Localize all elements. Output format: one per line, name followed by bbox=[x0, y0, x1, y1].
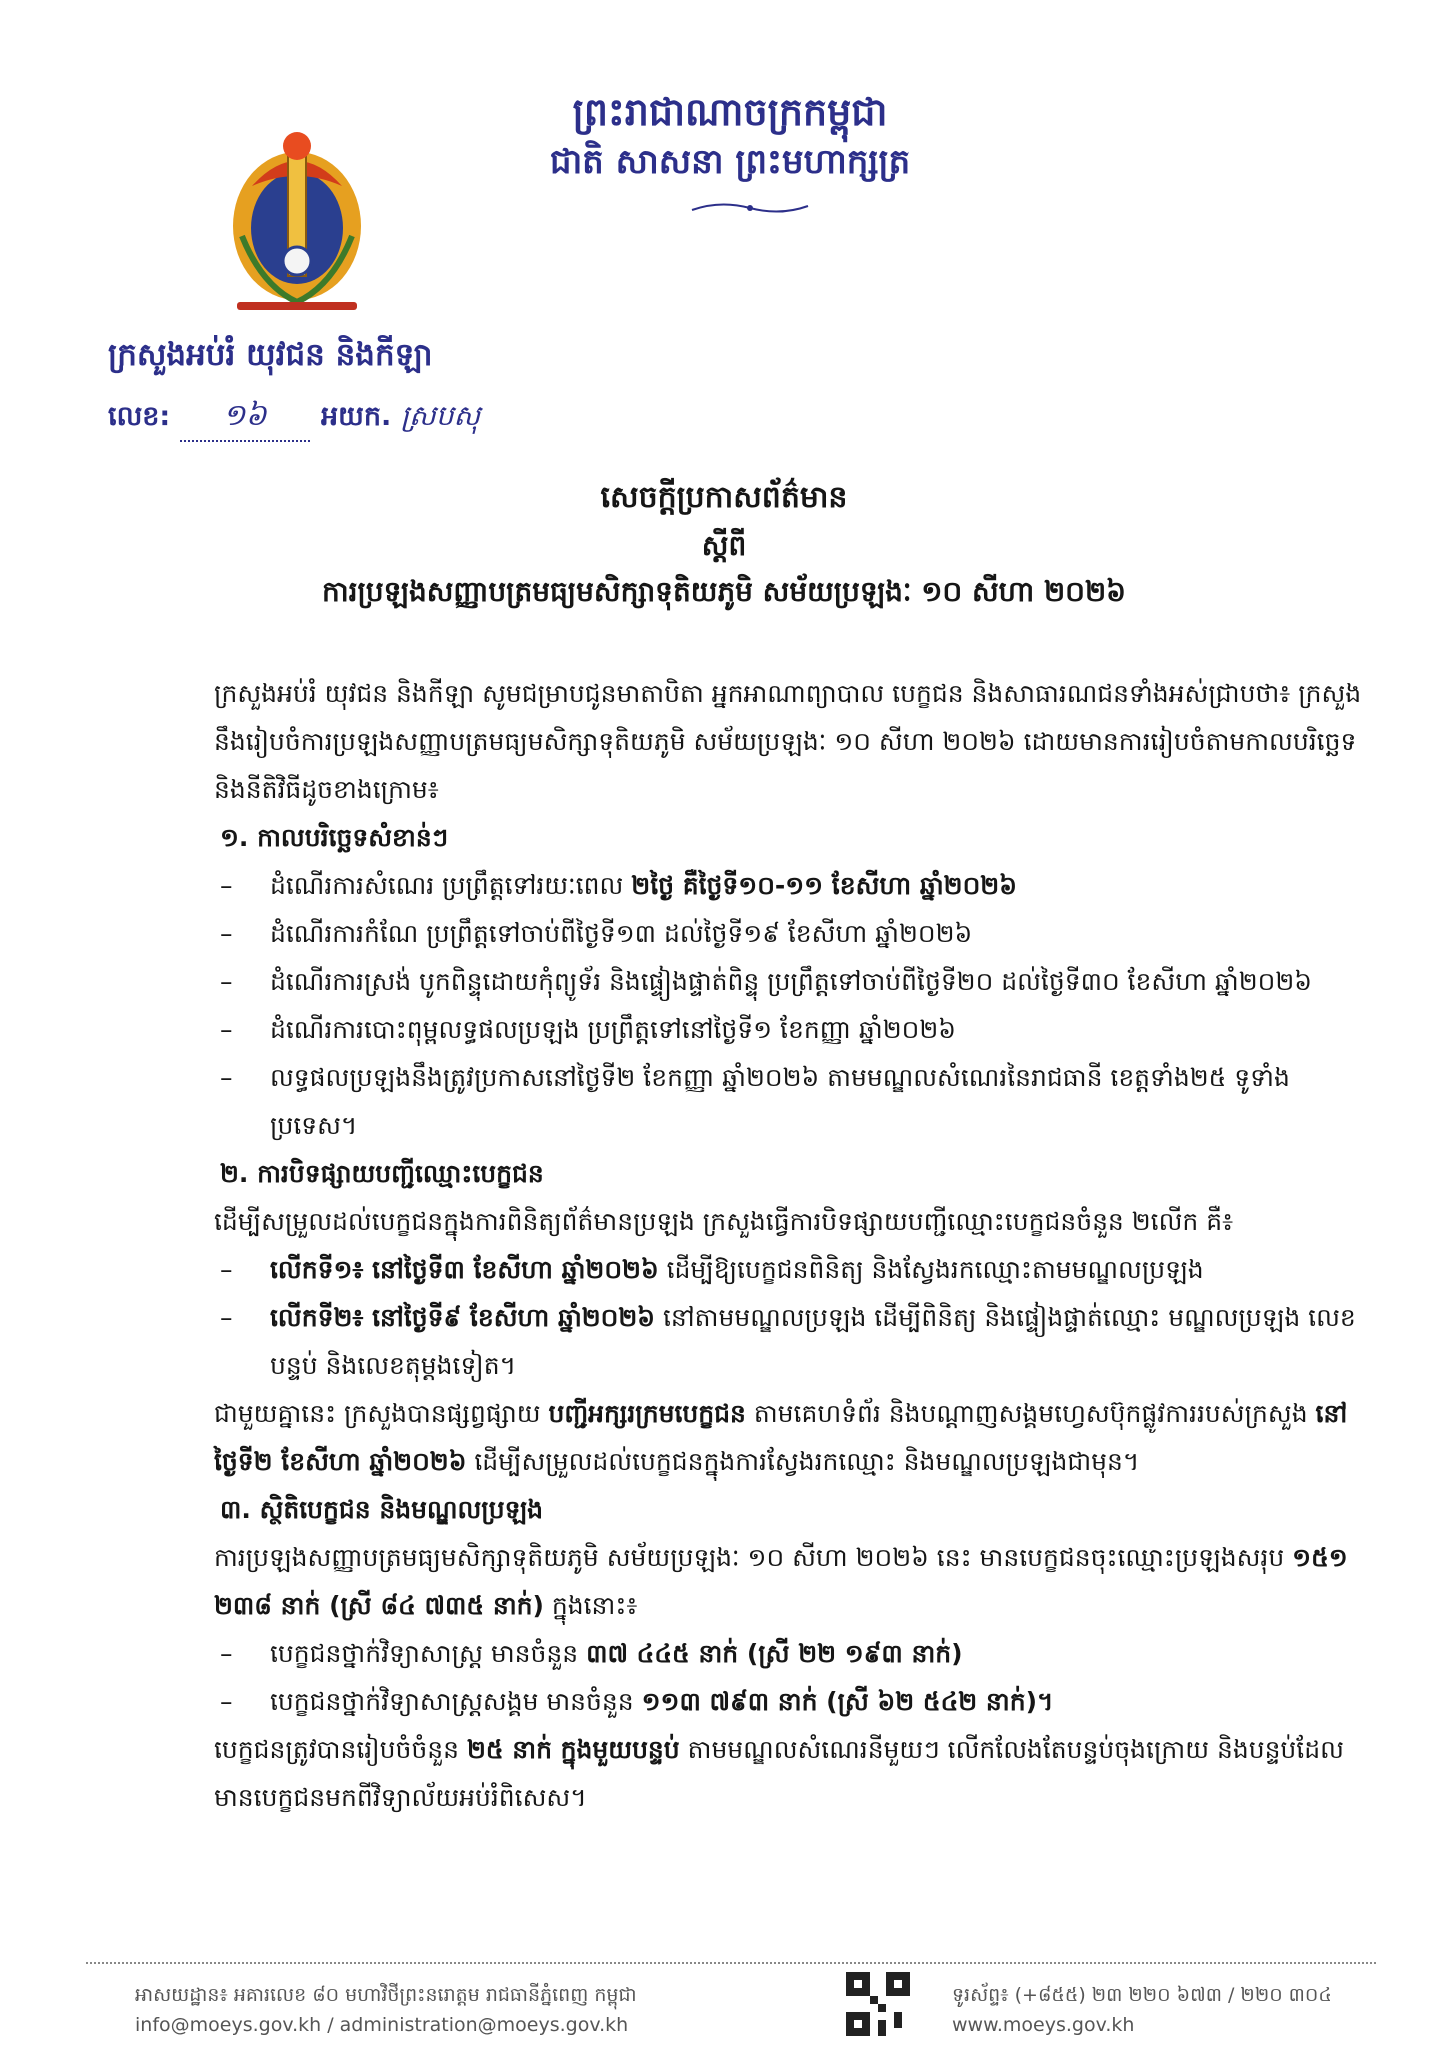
list-item-text: ដើម្បីឱ្យបេក្ខជនពិនិត្យ និងស្វែងរកឈ្មោះតាមមណ្ឌលប្រឡង bbox=[658, 1255, 1204, 1284]
kingdom-name: ព្រះរាជាណាចក្រកម្ពុជា bbox=[572, 90, 888, 134]
document-body bbox=[214, 670, 1366, 1822]
footer-emails[interactable]: info@moeys.gov.kh / administration@moeys.gov.kh bbox=[135, 2014, 629, 2036]
national-motto: ជាតិ សាសនា ព្រះមហាក្សត្រ bbox=[549, 142, 911, 182]
reference-label: លេខ: bbox=[108, 401, 171, 432]
paragraph-text: តាមមណ្ឌលសំណេរនីមួយៗ លើកលែងតែបន្ទប់ចុងក្រោយ និងបន្ទប់ដែលមានបេក្ខជនមកពីវិទ្យាល័យអប់រំពិសេស។ bbox=[214, 1735, 1344, 1812]
list-item bbox=[214, 1006, 1366, 1054]
kingdom-header bbox=[520, 86, 940, 186]
document-title: សេចក្តីប្រកាសព័ត៌មាន bbox=[600, 480, 848, 515]
list-item-bold: លើកទី២៖ នៅថ្ងៃទី៩ ខែសីហា ឆ្នាំ២០២៦ bbox=[270, 1303, 655, 1332]
section-2-heading: ២. ការបិទផ្សាយបញ្ជីឈ្មោះបេក្ខជន bbox=[220, 1159, 544, 1188]
reference-number bbox=[108, 396, 480, 442]
section-2-paragraph bbox=[214, 1390, 1366, 1486]
list-item bbox=[214, 1054, 1366, 1150]
list-item bbox=[214, 910, 1366, 958]
paragraph-text: ការប្រឡងសញ្ញាបត្រមធ្យមសិក្សាទុតិយភូមិ សម័យប្រឡងៈ ១០ សីហា ២០២៦ នេះ មានបេក្ខជនចុះឈ្មោះប្រឡងសរុប bbox=[214, 1543, 1293, 1572]
paragraph-text: ដើម្បីសម្រួលដល់បេក្ខជនក្នុងការស្វែងរកឈ្មោះ និងមណ្ឌលប្រឡងជាមុន។ bbox=[466, 1447, 1140, 1476]
reference-suffix: អយក. bbox=[321, 401, 392, 432]
reference-handwritten: ស្របសុ bbox=[400, 399, 481, 432]
paragraph-bold: បញ្ជីអក្សរក្រមបេក្ខជន bbox=[548, 1399, 746, 1428]
intro-paragraph: ក្រសួងអប់រំ យុវជន និងកីឡា សូមជម្រាបជូនមាតាបិតា អ្នកអាណាព្យាបាល បេក្ខជន និងសាធារណជនទាំងអស់ជ្រាបថា៖ ក្រសួងនឹងរៀបចំការប្រឡងសញ្ញាបត្រមធ្យមសិក្សាទុតិយភូមិ សម័យប្រឡងៈ ១០ សីហា ២០២៦ ដោយមានការរៀបចំតាមកាលបរិច្ឆេទ និងនីតិវិធីដូចខាងក្រោម៖ bbox=[214, 679, 1362, 804]
list-item-text: បេក្ខជនថ្នាក់វិទ្យាសាស្ត្រសង្គម មានចំនួន bbox=[270, 1687, 642, 1716]
list-item-text: នៅតាមមណ្ឌលប្រឡង ដើម្បីពិនិត្យ និងផ្ទៀងផ្ទាត់ឈ្មោះ មណ្ឌលប្រឡង លេខបន្ទប់ និងលេខតុម្តងទៀត។ bbox=[270, 1303, 1356, 1380]
list-item bbox=[214, 1294, 1366, 1390]
list-item bbox=[214, 1678, 1366, 1726]
ministry-emblem-icon bbox=[222, 116, 372, 316]
list-item-bold: ៣៧ ៤៤៥ នាក់ (ស្រី ២២ ១៩៣ នាក់) bbox=[586, 1639, 963, 1668]
paragraph-text: បេក្ខជនត្រូវបានរៀបចំចំនួន bbox=[214, 1735, 467, 1764]
footer-contact-right bbox=[952, 1980, 1332, 2040]
footer-contact bbox=[135, 1980, 637, 2040]
list-item-text: ដំណើរការស្រង់ បូកពិន្ទុដោយកុំព្យូទ័រ និងផ្ទៀងផ្ទាត់ពិន្ទុ ប្រព្រឹត្តទៅចាប់ពីថ្ងៃទី២០ ដល់ថ្ងៃទី៣០ ខែសីហា ឆ្នាំ២០២៦ bbox=[270, 967, 1312, 996]
paragraph-text: តាមគេហទំព័រ និងបណ្តាញសង្គមហ្វេសប៊ុកផ្លូវការរបស់ក្រសួង bbox=[745, 1399, 1316, 1428]
footer-phone: ទូរស័ព្ទ៖ (+៨៥៥) ២៣ ២២០ ៦៧៣ / ២២០ ៣០៤ bbox=[952, 1984, 1332, 2006]
paragraph-text: ជាមួយគ្នានេះ ក្រសួងបានផ្សព្វផ្សាយ bbox=[214, 1399, 549, 1428]
document-topic: ការប្រឡងសញ្ញាបត្រមធ្យមសិក្សាទុតិយភូមិ សម័យប្រឡងៈ ១០ សីហា ២០២៦ bbox=[321, 575, 1126, 608]
paragraph-bold: ២៥ នាក់ ក្នុងមួយបន្ទប់ bbox=[466, 1735, 680, 1764]
document-subtitle: ស្តីពី bbox=[701, 529, 747, 562]
paragraph-text: ក្នុងនោះ៖ bbox=[543, 1591, 638, 1620]
list-item-text: ដំណើរការសំណេរ ប្រព្រឹត្តទៅរយៈពេល bbox=[270, 871, 632, 900]
list-item-text: លទ្ធផលប្រឡងនឹងត្រូវប្រកាសនៅថ្ងៃទី២ ខែកញ្ញា ឆ្នាំ២០២៦ តាមមណ្ឌលសំណេរនៃរាជធានី ខេត្តទាំង២៥ ទូទាំងប្រទេស។ bbox=[270, 1063, 1290, 1140]
list-item-bold: ១១៣ ៧៩៣ នាក់ (ស្រី ៦២ ៥៤២ នាក់)។ bbox=[641, 1687, 1054, 1716]
ministry-name: ក្រសួងអប់រំ យុវជន និងកីឡា bbox=[108, 337, 433, 373]
reference-number-value: ១៦ bbox=[180, 396, 310, 442]
list-item bbox=[214, 958, 1366, 1006]
paragraph-bold: នៅថ្ងៃទី២ ខែសីហា ឆ្នាំ២០២៦ bbox=[214, 1399, 1348, 1476]
section-1-heading: ១. កាលបរិច្ឆេទសំខាន់ៗ bbox=[220, 823, 449, 852]
list-item-bold: លើកទី១៖ នៅថ្ងៃទី៣ ខែសីហា ឆ្នាំ២០២៦ bbox=[270, 1255, 659, 1284]
section-3-intro bbox=[214, 1534, 1366, 1630]
list-item bbox=[214, 862, 1366, 910]
list-item-text: ដំណើរការកំណែ ប្រព្រឹត្តទៅចាប់ពីថ្ងៃទី១៣ ដល់ថ្ងៃទី១៩ ខែសីហា ឆ្នាំ២០២៦ bbox=[270, 919, 973, 948]
paragraph-bold: ១៥១ ២៣៨ នាក់ (ស្រី ៨៤ ៧៣៥ នាក់) bbox=[214, 1543, 1348, 1620]
footer-divider bbox=[86, 1962, 1376, 1964]
list-item-text: បេក្ខជនថ្នាក់វិទ្យាសាស្ត្រ មានចំនួន bbox=[270, 1639, 587, 1668]
qr-code-icon bbox=[846, 1972, 910, 2036]
list-item bbox=[214, 1630, 1366, 1678]
section-3-heading: ៣. ស្ថិតិបេក្ខជន និងមណ្ឌលប្រឡង bbox=[220, 1495, 544, 1524]
list-item bbox=[214, 1246, 1366, 1294]
section-2-intro: ដើម្បីសម្រួលដល់បេក្ខជនក្នុងការពិនិត្យព័ត៌មានប្រឡង ក្រសួងធ្វើការបិទផ្សាយបញ្ជីឈ្មោះបេក្ខជនចំនួន ២លើក គឺ៖ bbox=[214, 1207, 1234, 1236]
footer-website[interactable]: www.moeys.gov.kh bbox=[952, 2014, 1135, 2036]
ornament-divider bbox=[690, 196, 810, 220]
list-item-text: ដំណើរការបោះពុម្ពលទ្ធផលប្រឡង ប្រព្រឹត្តទៅនៅថ្ងៃទី១ ខែកញ្ញា ឆ្នាំ២០២៦ bbox=[270, 1015, 956, 1044]
section-3-closing bbox=[214, 1726, 1366, 1822]
list-item-bold: ២ថ្ងៃ គឺថ្ងៃទី១០-១១ ខែសីហា ឆ្នាំ២០២៦ bbox=[631, 871, 1017, 900]
footer-address: អាសយដ្ឋាន៖ អគារលេខ ៨០ មហាវិថីព្រះនរោត្តម រាជធានីភ្នំពេញ កម្ពុជា bbox=[135, 1984, 637, 2006]
